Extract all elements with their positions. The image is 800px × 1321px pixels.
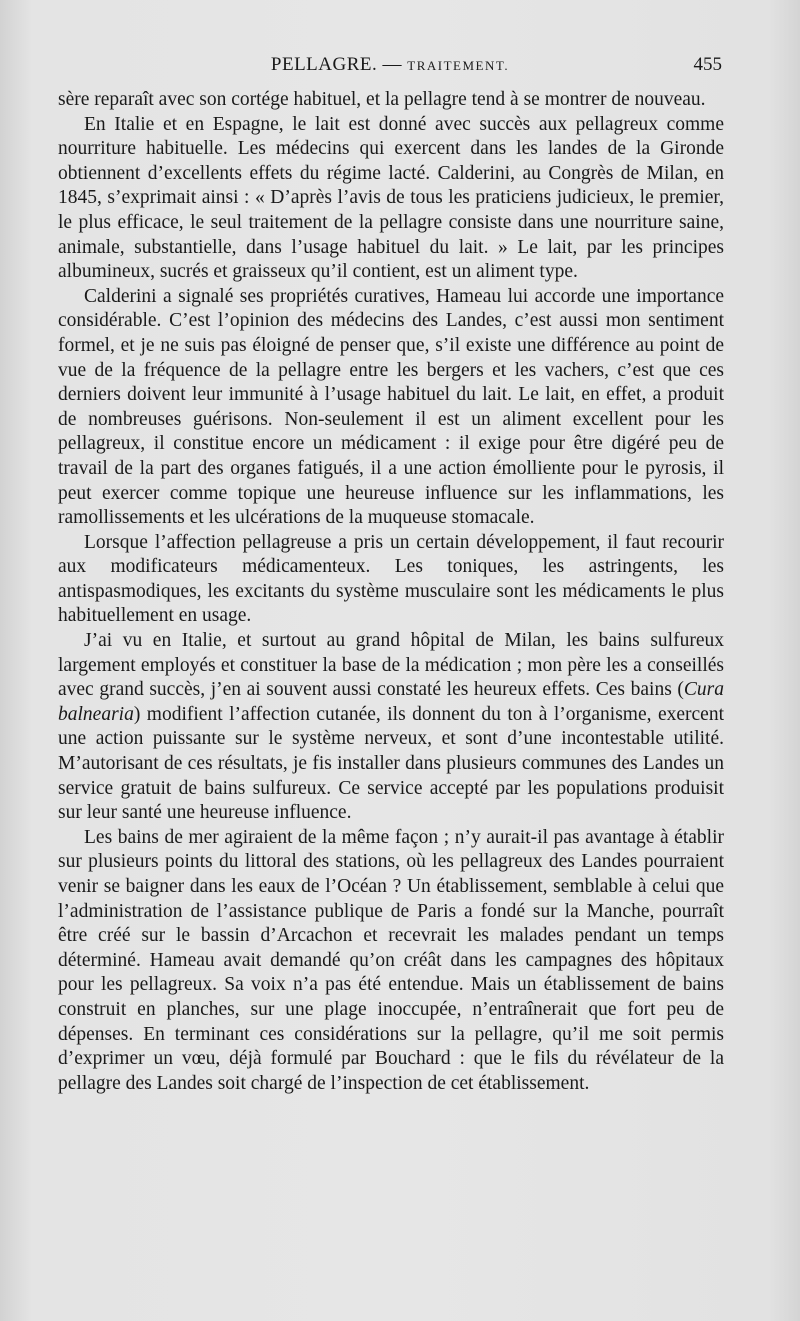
header-title-main: PELLAGRE. xyxy=(270,54,378,75)
header-title xyxy=(58,54,722,76)
paragraph-5-part-a: J’ai vu en Italie, et surtout au grand hôpital de Milan, les bains sulfureux largement employés et constituer la base de la médication ; mon père les a conseillés avec grand succès, j’en ai souvent aussi constaté les heureux effets. Ces bains ( xyxy=(58,630,724,701)
header-dash: — xyxy=(382,54,403,75)
running-header xyxy=(58,54,722,84)
paragraph-5 xyxy=(58,629,724,826)
body-text xyxy=(58,88,724,1096)
paragraph-5-italic: Cura balnearia xyxy=(58,679,724,725)
paragraph-6: Les bains de mer agiraient de la même façon ; n’y aurait-il pas avantage à établir sur plusieurs points du littoral des stations, où les pellagreux des Landes pourraient venir se baigner dans les eaux de l’Océan ? Un établissement, semblable à celui que l’administration de l’assistance publique de Paris a fondé sur la Manche, pourraît être créé sur le bassin d’Arcachon et recevrait les malades pendant un temps déterminé. Hameau avait demandé qu’on créât dans les campagnes des hôpitaux pour les pellagreux. Sa voix n’a pas été entendue. Mais un établissement de bains construit en planches, sur une plage inoccupée, n’entraînerait que fort peu de dépenses. En terminant ces considérations sur la pellagre, qu’il me soit permis d’exprimer un vœu, déjà formulé par Bouchard : que le fils du révélateur de la pellagre des Landes soit chargé de l’inspection de cet établissement. xyxy=(58,826,724,1094)
paragraph-5-part-b: ) modifient l’affection cutanée, ils donnent du ton à l’organisme, exercent une action puissante sur le système nerveux, et sont d’une incontestable utilité. M’autorisant de ces résultats, je fis installer dans plusieurs communes des Landes un service gratuit de bains sulfureux. Ce service accepté par les populations produisit sur leur santé une heureuse influence. xyxy=(58,703,724,824)
paragraph-3: Calderini a signalé ses propriétés curatives, Hameau lui accorde une importance considérable. C’est l’opinion des médecins des Landes, c’est aussi mon sentiment formel, et je ne suis pas éloigné de penser que, s’il existe une différence au point de vue de la fréquence de la pellagre entre les bergers et les vachers, c’est que ces derniers doivent leur immunité à l’usage habituel du lait. Le lait, en effet, a produit de nombreuses guérisons. Non-seulement il est un aliment excellent pour les pellagreux, il constitue encore un médicament : il exige pour être digéré peu de travail de la part des organes fatigués, il a une action émolliente pour le pyrosis, il peut exercer comme topique une heureuse influence sur les inflammations, les ramollissements et les ulcérations de la muqueuse stomacale. xyxy=(58,285,724,529)
paragraph-4: Lorsque l’affection pellagreuse a pris un certain développement, il faut recourir aux modificateurs médicamenteux. Les toniques, les astringents, les antispasmodiques, les excitants du système musculaire sont les médicaments le plus habituellement en usage. xyxy=(58,531,724,627)
paragraph-1: sère reparaît avec son cortége habituel, et la pellagre tend à se montrer de nouveau. xyxy=(58,89,706,110)
paragraph-2: En Italie et en Espagne, le lait est donné avec succès aux pellagreux comme nourriture habituelle. Les médecins qui exercent dans les landes de la Gironde obtiennent d’excellents effets du régime lacté. Calderini, au Congrès de Milan, en 1845, s’exprimait ainsi : « D’après l’avis de tous les praticiens judicieux, le premier, le plus efficace, le seul traitement de la pellagre consiste dans une nourriture saine, animale, substantielle, dans l’usage habituel du lait. » Le lait, par les principes albumineux, sucrés et graisseux qu’il contient, est un aliment type. xyxy=(58,113,724,283)
page-number: 455 xyxy=(693,54,722,75)
header-subtitle: TRAITEMENT. xyxy=(407,58,510,73)
